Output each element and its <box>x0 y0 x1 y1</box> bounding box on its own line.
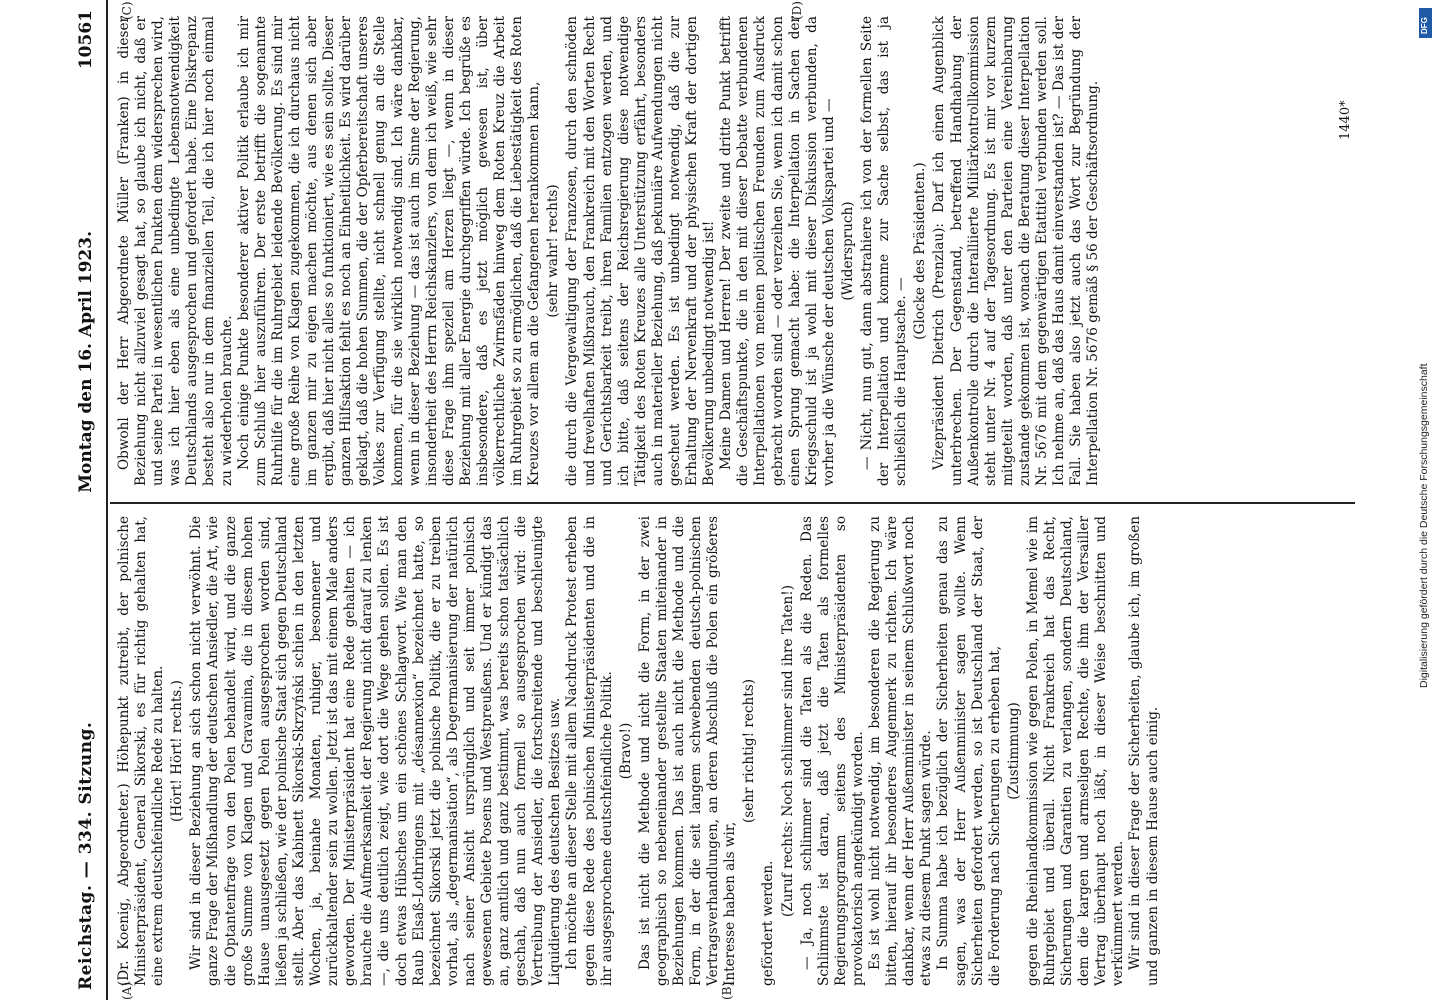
interjection: (Zustimmung) <box>1005 702 1022 800</box>
interjection: (Glocke des Präsidenten.) <box>912 162 929 340</box>
page-header <box>70 0 110 1000</box>
paragraph: Obwohl der Herr Abgeordnete Müller (Franken) in dieser Beziehung nicht allzuviel gesagt hat, so glaube ich nicht, daß er und seine Partei in wesentlichen Punkten dem widersprechen wird, was ich hier eben als eine unbedingte Lebensnotwendigkeit Deutschlands ausgesprochen und gefordert habe. Eine Diskrepanz besteht also nur in dem finanziellen Teil, die ich hier noch einmal zu wiederholen brauche. <box>116 16 235 486</box>
interjection: (sehr wahr! rechts) <box>545 184 562 318</box>
paragraph: Wir sind in dieser Beziehung an sich schon nicht verwöhnt. Die ganze Frage der Mißhandlung der deutschen Ansiedler, die Art, wie die Optantenfrage von den Polen behandelt wird, und die ganze große Summe von Klagen und Gravamina, die in diesem hohen Hause unausgesetzt gegen Polen ausgesprochen worden sind, ließen ja schließen, wie der polnische Staat sich gegen Deutschland stellt. Aber das Kabinett Sikorski-Skrzyński schien in den letzten Wochen, ja, beinahe Monaten, ruhiger, besonnener und zurückhaltender sein zu wollen. Jetzt ist das mit einem Male anders geworden. Der Ministerpräsident hat eine Rede gehalten — ich brauche die Aufmerksamkeit der Regierung nicht darauf zu lenken —, die uns deutlich zeigt, wie dort die Wege gehen sollen. Es ist doch etwas Hübsches um ein schönes Schlagwort. Wie man den Raub Elsaß-Lothringens mit „désannexion“ bezeichnet hatte, so bezeichnet Sikorski jetzt die polnische Politik, die er zu treiben vorhat, als „degermanisation“, als Degermanisierung der natürlich nach seiner Ansicht ursprünglich und seit immer polnisch gewesenen Gebiete Posens und Westpreußens. Und er kündigt das an, ganz amtlich und ganz bestimmt, was bereits schon tatsächlich geschah, daß nun auch formell so ausgesprochen wird: die Vertreibung der Ansiedler, die fortschreitende und beschleunigte Liquidierung des deutschen Besitzes usw. <box>188 516 564 986</box>
paragraph: Das ist nicht die Methode und nicht die Form, in der zwei geographisch so nebeneinander gestellte Staaten miteinander in Beziehungen kommen. Das ist auch nicht die Methode und die Form, in der die seit langem schwebenden deutsch-polnischen Vertragsverhandlungen, an deren Abschluß die Polen ein größeres Interesse haben als wir, <box>636 516 739 986</box>
header-date: Montag den 16. April 1923. <box>76 231 96 493</box>
header-left: Reichstag. — 334. Sitzung. <box>76 721 96 990</box>
interjection: (Zuruf rechts: Noch schlimmer sind ihre Taten!) <box>779 584 796 918</box>
header-rule <box>106 0 108 1000</box>
paragraph: In Summa habe ich bezüglich der Sicherheiten genau das zu sagen, was der Herr Außenminister sagen wollte. Wenn Sicherheiten gefordert werden, so ist Deutschland der Staat, der die Forderung nach Sicherungen zu erheben hat, <box>935 516 1003 986</box>
paragraph: gegen die Rheinlandkommission wie gegen Polen, in Memel wie im Ruhrgebiet und überall. Nicht Frankreich hat das Recht, Sicherungen und Garantien zu verlangen, sondern Deutschland, dem die kargen und armseligen Rechte, die ihm der Versailler Vertrag überhaupt noch läßt, in dieser Weise beschnitten und verkümmert werden. <box>1024 516 1127 986</box>
margin-c: (C) <box>120 1 134 20</box>
column-separator <box>110 502 1355 504</box>
digitization-note-text: Digitalisierung gefördert durch die Deutsche Forschungsgemeinschaft <box>1418 363 1430 688</box>
right-column <box>116 16 1356 486</box>
paragraph: gefördert werden. <box>760 860 777 986</box>
margin-b: (B) <box>720 981 734 1000</box>
paragraph: Meine Damen und Herren! Der zweite und dritte Punkt betrifft die Geschäftspunkte, die in den mit dieser Debatte verbundenen Interpellationen von meinen politischen Freunden zum Ausdruck gebracht worden sind — oder verzeihen Sie, wenn ich damit schon einen Sprung gemacht habe: die Interpellation in Sachen der Kriegsschuld ist ja wohl mit dieser Diskussion verbunden, da vorher ja die Wünsche der deutschen Volkspartei und — <box>718 16 837 486</box>
margin-d: (D) <box>790 1 804 20</box>
paragraph: Ich möchte an dieser Stelle mit allem Nachdruck Protest erheben gegen diese Rede des polnischen Ministerpräsidenten und die in ihr ausgesprochene deutschfeindliche Politik. <box>564 516 615 986</box>
paragraph: Es ist wohl nicht notwendig, im besonderen die Regierung zu bitten, hierauf ihr besonderes Augenmerk zu richten. Ich wäre dankbar, wenn der Herr Außenminister in seinem Schlußwort noch etwas zu diesem Punkt sagen würde. <box>867 516 935 986</box>
interjection: (Bravo!) <box>617 722 634 780</box>
dfg-badge-label: DFG <box>1420 17 1429 34</box>
interjection: (Hört! Hört! rechts.) <box>169 680 186 822</box>
interjection: (Widerspruch) <box>839 201 856 301</box>
digitization-note <box>1418 8 1432 688</box>
paragraph: Wir sind in dieser Frage der Sicherheiten, glaube ich, im großen und ganzen in diesem Hause auch einig. <box>1127 516 1161 986</box>
interjection: (sehr richtig! rechts) <box>741 678 758 824</box>
paragraph: (Dr. Koenig, Abgeordneter.) Höhepunkt zutreibt, der polnische Ministerpräsident, General Sikorski, es für richtig gehalten hat, eine extrem deutschfeindliche Rede zu halten. <box>116 516 167 986</box>
paragraph: die durch die Vergewaltigung der Franzosen, durch den schnöden und frevelhaften Mißbrauch, den Frankreich mit den Worten Recht und Gerichtsbarkeit treibt, ihren Familien entzogen werden, und ich bitte, daß seitens der Reichsregierung diese notwendige Tätigkeit des Roten Kreuzes alle Unterstützung erfährt, besonders auch in materieller Beziehung, daß pekuniäre Aufwendungen nicht gescheut werden. Es ist unbedingt notwendig, daß die zur Erhaltung der Nervenkraft und der physischen Kraft der dortigen Bevölkerung unbedingt notwendig ist! <box>564 16 718 486</box>
paragraph: Noch einige Punkte besonderer aktiver Politik erlaube ich mir zum Schluß hier auszuführen. Der erste betrifft die sogenannte Ruhrhilfe für die im Ruhrgebiet leidende Bevölkerung. Es sind mir eine große Reihe von Klagen zugekommen, die ich durchaus nicht im ganzen mir zu eigen machen möchte, aus denen sich aber ergibt, daß hier nicht alles so funktioniert, wie es sein sollte. Dieser ganzen Hilfsaktion fehlt es noch an Einheitlichkeit. Es wird darüber geklagt, daß die hohen Summen, die der Opferbereitschaft unseres Volkes zur Verfügung stellte, nicht schnell genug an die Stelle kommen, für die sie wirklich notwendig sind. Ich wäre dankbar, wenn in dieser Beziehung — das ist auch im Sinne der Regierung, insonderheit des Herrn Reichskanzlers, von dem ich weiß, wie sehr diese Frage ihm speziell am Herzen liegt —, wenn in dieser Beziehung mit aller Energie durchgegriffen würde. Ich begrüße es insbesondere, daß es jetzt möglich gewesen ist, über völkerrechtliche Zwirnsfäden hinweg dem Roten Kreuz die Arbeit im Ruhrgebiet so zu ermöglichen, daß die Liebestätigkeit des Roten Kreuzes vor allem an die Gefangenen herankommen kann, <box>235 16 543 486</box>
footer-number: 1440* <box>1338 100 1353 140</box>
paragraph: — Ja, noch schlimmer sind die Taten als die Reden. Das Schlimmste ist daran, daß jetzt die Taten als formelles Regierungsprogramm seitens des Ministerpräsidenten so provokatorisch angekündigt worden. <box>798 516 866 986</box>
paragraph: Vizepräsident Dietrich (Prenzlau): Darf ich einen Augenblick unterbrechen. Der Gegenstand, betreffend Handhabung der Außenkontrolle durch die Interalliierte Militärkontrollkommission steht unter Nr. 4 auf der Tagesordnung. Es ist mir vor kurzem mitgeteilt worden, daß unter den Parteien eine Vereinbarung zustande gekommen ist, wonach die Beratung dieser Interpellation Nr. 5676 mit dem gegenwärtigen Etattitel verbunden werden soll. Ich nehme an, daß das Haus damit einverstanden ist? — Das ist der Fall. Sie haben also jetzt auch das Wort zur Begründung der Interpellation Nr. 5676 gemäß § 56 der Geschäftsordnung. <box>931 16 1102 486</box>
paragraph: — Nicht, nun gut, dann abstrahiere ich von der formellen Seite der Interpellation und komme zur Sache selbst, das ist ja schließlich die Hauptsache. — <box>859 16 910 486</box>
left-column <box>116 516 1356 986</box>
rotated-page <box>70 0 1360 1000</box>
header-right <box>76 10 96 493</box>
page-number: 10561 <box>76 10 96 70</box>
margin-a: (A) <box>120 981 134 1000</box>
